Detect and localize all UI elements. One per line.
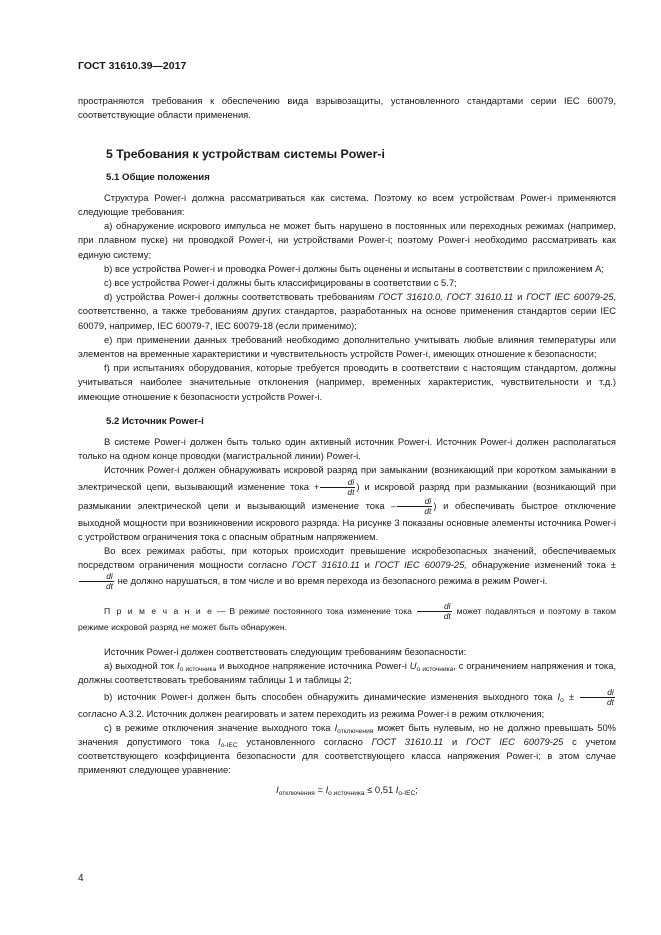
text: b) источник Power-i должен быть способен обнаружить динамические изменения выходного тока: [104, 690, 553, 702]
page-number: 4: [78, 873, 84, 884]
symbol: U: [409, 660, 417, 672]
list-item-f: f) при испытаниях оборудования, которые требуется проводить в соответствии с настоящим стандартом, должны учитываться наиболее значительные отклонения (например, временных характеристик, чувствительности и т.д.) имеющие отношение к безопасности устройств Power-i.: [78, 362, 616, 402]
text: Источник Power-i должен обнаруживать искровой разряд при замыкании (возникающий при коротком замыкании в электрической цепи, вызывающий изменение тока +: [78, 464, 616, 492]
text: ;: [415, 783, 418, 795]
text: — В режиме постоянного тока изменение тока: [216, 606, 412, 617]
symbol: I: [557, 690, 561, 702]
section-5-title: 5 Требования к устройствам системы Power-i: [106, 147, 385, 162]
subscript: о-IEC: [398, 789, 416, 797]
symbol: I: [325, 783, 329, 795]
text: соответственно, а также требованиям других стандартов, разработанных на основе применения стандартов серии IEC 60079, например, IEC 60079-7, IEC 60079-18 (если применимо);: [78, 305, 616, 331]
requirement-b: [78, 688, 616, 721]
document-header: ГОСТ 31610.39—2017: [78, 60, 187, 72]
paragraph: В системе Power-i должен быть только один активный источник Power-i. Источник Power-i должен располагаться только на одном конце проводки (магистральной линии) Power-i.: [78, 436, 616, 462]
text: с учетом соответствующего коэффициента безопасности для соответствующего класса напряжения Power-i; в этом случае применяют следующее уравнение:: [78, 736, 616, 776]
symbol: I: [218, 736, 221, 747]
di-dt-fraction: $\frac{di}{dt}$: [417, 602, 452, 621]
text: обнаружение изменений тока ±: [471, 559, 617, 571]
symbol: I: [334, 721, 338, 733]
text: может быть нулевым, но не должно превышать 50% значения допустимого тока: [78, 721, 617, 747]
requirement-a: [78, 659, 616, 687]
text: и: [517, 291, 523, 303]
text: и: [364, 559, 370, 571]
text: ±: [568, 690, 574, 702]
page-content: [78, 94, 616, 797]
text: =: [314, 783, 326, 795]
list-item-e: е) при применении данных требований необходимо дополнительно учитывать любые влияния температуры или элементов на временные характеристики и чувствительность устройств Power-i, имеющих отношение к безопасности;: [78, 333, 616, 360]
list-item-b: b) все устройства Power-i и проводка Power-i должны быть оценены и испытаны в соответствии с приложением A;: [104, 262, 604, 274]
note-paragraph: [78, 602, 616, 634]
standard-ref: ГОСТ 31610.11: [371, 736, 444, 747]
subscript: о источника: [328, 789, 365, 797]
symbol: I: [176, 660, 180, 672]
text: может подавляться и поэтому в таком режиме искровой разряд не может быть обнаружен.: [78, 606, 617, 633]
text: и выходное напряжение источника Power-i: [219, 660, 407, 672]
standard-ref: ГОСТ 31610.0,: [378, 291, 443, 303]
text: , с ограничением напряжения и тока, должны соответствовать требованиям таблицы 1 и таблицы 2;: [78, 660, 617, 686]
subscript: о источника: [179, 666, 217, 674]
standard-ref: ГОСТ IEC 60079-25,: [526, 291, 617, 303]
text: установленного согласно: [246, 736, 363, 747]
subscript: отключения: [337, 727, 374, 735]
text: Во всех режимах работы, при которых происходит превышение искробезопасных значений, обеспечиваемых посредством ограничения мощности согласно: [78, 545, 616, 571]
text: не должно нарушаться, в том числе и во время перехода из безопасного режима в режим Power-i.: [117, 575, 548, 587]
subscript: о-IEC: [220, 742, 238, 749]
standard-ref: ГОСТ IEC 60079-25: [466, 736, 564, 747]
subscript: отключения: [278, 789, 315, 797]
text: ) и обеспечивать быстрое отключение выходной мощности при возникновении искрового разряда. На рисунке 3 показаны основные элементы источника Power-i с устройством ограничения тока с опасным обратным напряжением.: [78, 499, 616, 542]
subscript: о: [560, 696, 564, 704]
di-dt-fraction: $\frac{di}{dt}$: [580, 688, 615, 707]
di-dt-fraction: $\frac{di}{dt}$: [79, 572, 114, 591]
di-dt-fraction: $\frac{di}{dt}$: [320, 478, 355, 497]
subscript: о источника: [416, 666, 454, 674]
paragraph: [78, 544, 616, 591]
list-item-c: с) все устройства Power-i должны быть классифицированы в соответствии с 5.7;: [104, 277, 457, 289]
text: и: [452, 736, 458, 747]
paragraph: [78, 463, 616, 544]
text: ) и искровой разряд при размыкании (возникающий при размыкании электрической цепи и вызывающий изменение тока –: [78, 480, 616, 511]
requirement-c: [78, 721, 616, 778]
text: ≤ 0,51: [364, 783, 396, 795]
symbol: I: [395, 783, 399, 795]
section-5-2-title: 5.2 Источник Power-i: [106, 415, 204, 427]
text: с) в режиме отключения значение выходного тока: [104, 721, 331, 733]
paragraph: Источник Power-i должен соответствовать следующим требованиям безопасности:: [104, 645, 467, 657]
note-label: П р и м е ч а н и е: [104, 606, 214, 617]
section-5-1-title: 5.1 Общие положения: [106, 171, 210, 183]
standard-ref: ГОСТ 31610.11: [292, 559, 360, 571]
equation: [78, 783, 616, 797]
symbol: I: [276, 783, 279, 795]
text: согласно А.3.2. Источник должен реагировать и затем переходить из режима Power-i в режим отключения;: [78, 707, 545, 719]
standard-ref: ГОСТ IEC 60079-25,: [374, 559, 467, 571]
list-item-a: а) обнаружение искрового импульса не может быть нарушено в постоянных или переходных режимах (например, при плавном пуске) ни проводкой Power-i, ни устройствами Power-i; поэтому Power-i необходимо рассматривать как единую систему;: [78, 220, 616, 260]
standard-ref: ГОСТ 31610.11: [446, 291, 514, 303]
di-dt-fraction: $\frac{di}{dt}$: [397, 497, 432, 516]
list-item-d: [78, 290, 616, 333]
intro-paragraph: пространяются требования к обеспечению вида взрывозащиты, установленного стандартами серии IEC 60079, соответствующие области применения.: [78, 95, 616, 121]
text: а) выходной ток: [104, 660, 175, 672]
text: d) устройства Power-i должны соответствовать требованиям: [104, 291, 375, 303]
paragraph: Структура Power-i должна рассматриваться как система. Поэтому ко всем устройствам Power-i применяются следующие требования:: [78, 191, 616, 218]
